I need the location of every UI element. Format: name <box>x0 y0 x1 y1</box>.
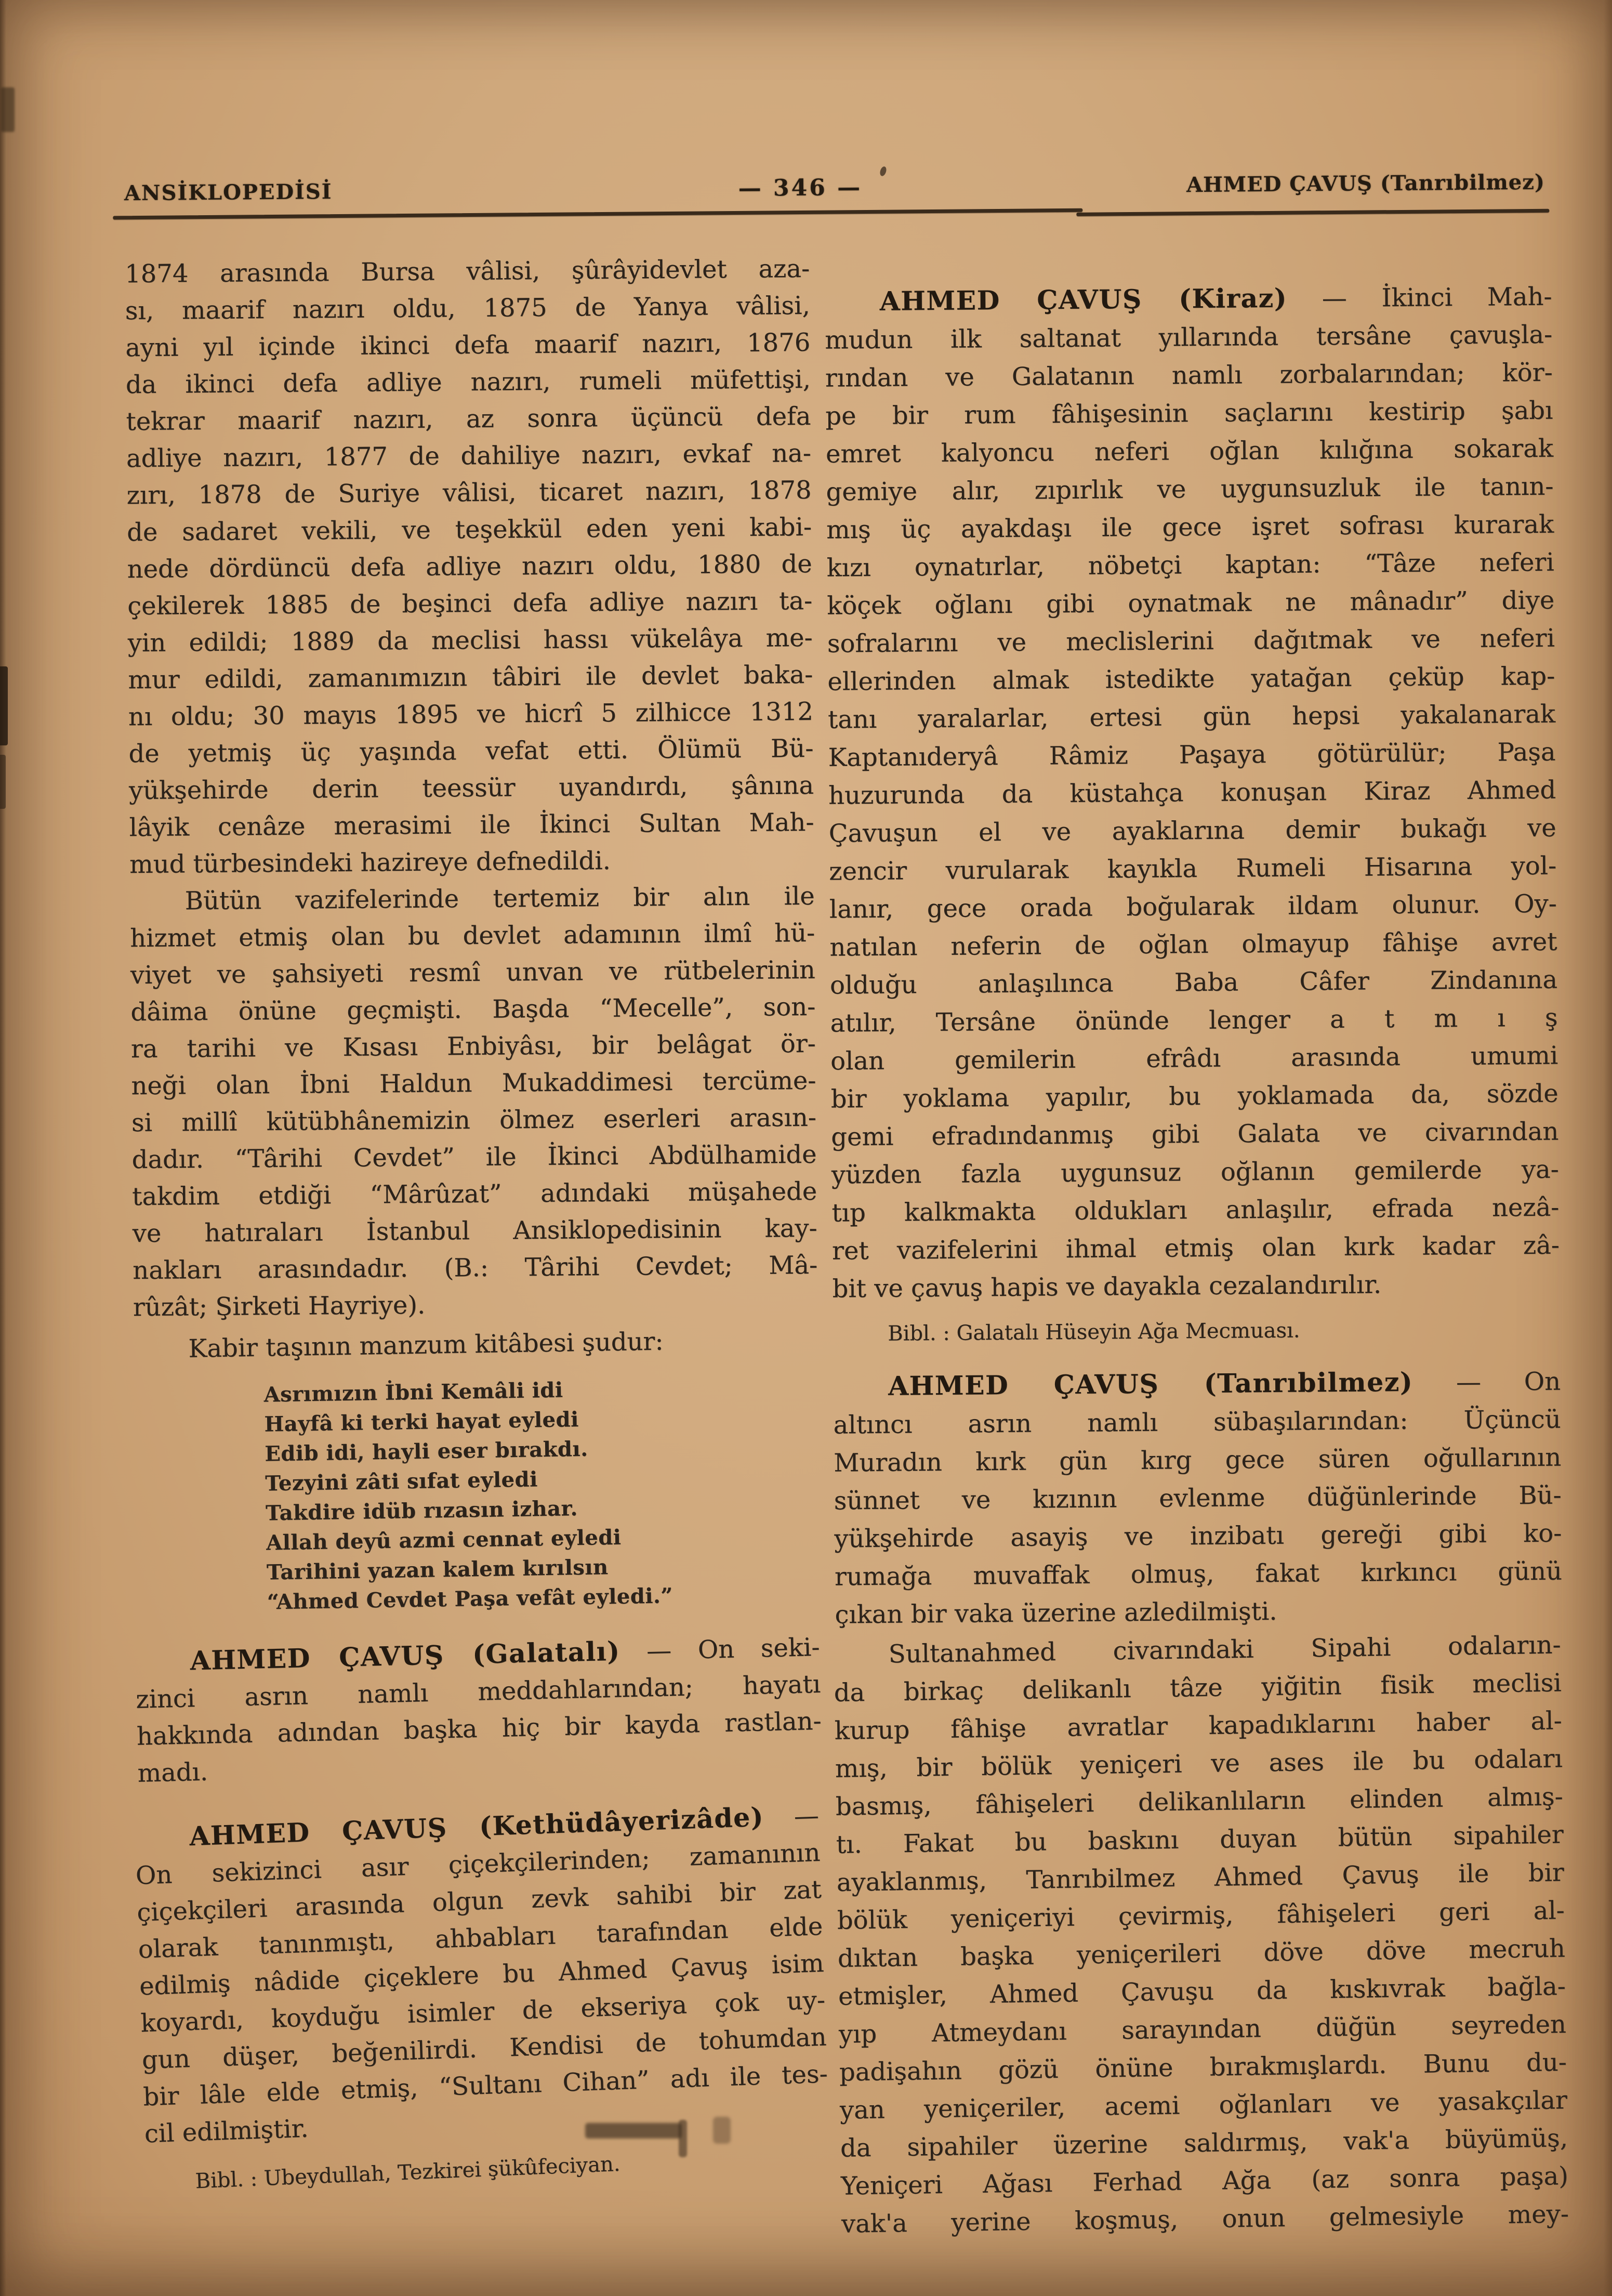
text-line: 1874 arasında Bursa vâlisi, şûrâyidevlet aza- <box>125 254 810 289</box>
text-line: lanır, gece orada boğularak ildam olunur. Oy- <box>829 889 1557 924</box>
text-line: huzurunda da küstahça konuşan Kiraz Ahmed <box>828 775 1556 810</box>
text-line: vak'a yerine koşmuş, onun gelmesiyle mey- <box>841 2199 1569 2239</box>
text-line: natılan neferin de oğlan olmayup fâhişe avret <box>829 927 1557 962</box>
text-line: nede dördüncü defa adliye nazırı oldu, 1880 de <box>127 549 812 584</box>
text-line: hakkında adından başka hiç bir kayda rastlan- <box>136 1706 822 1751</box>
text-line: On sekizinci asır çiçekçilerinden; zamanının <box>135 1838 821 1891</box>
text-line: Kaptanıderyâ Râmiz Paşaya götürülür; Paşa <box>828 737 1556 772</box>
text-line: Kabir taşının manzum kitâbesi şudur: <box>188 1327 664 1363</box>
paragraph <box>129 878 818 1326</box>
margin-ink-mark <box>0 755 6 809</box>
text-line: tanı yaralarlar, ertesi gün hepsi yakalanarak <box>827 699 1556 734</box>
text-line: kızı oynatırlar, nöbetçi kaptan: “Tâze neferi <box>826 547 1554 583</box>
header-rule-left-segment <box>113 208 1082 220</box>
text-line: Tarihini yazan kalem kırılsın <box>266 1555 609 1585</box>
text-line: etmişler, Ahmed Çavuşu da kıskıvrak bağla- <box>838 1972 1566 2011</box>
text-line: Takdire idüb rızasın izhar. <box>265 1496 578 1526</box>
text-line: dadır. “Târihi Cevdet” ile İkinci Abdülhamide <box>131 1139 817 1175</box>
ink-smudge <box>713 2117 731 2144</box>
text-line: de yetmiş üç yaşında vefat etti. Ölümü Bü- <box>128 733 814 769</box>
text-line: ve hatıraları İstanbul Ansiklopedisinin kay- <box>132 1213 817 1249</box>
ink-smudge <box>585 2123 682 2138</box>
text-line: bir yoklama yapılır, bu yoklamada da, sözde <box>830 1079 1558 1114</box>
right-text-column <box>824 257 1567 2241</box>
paragraph <box>833 1626 1569 2243</box>
text-line: çıkan bir vaka üzerine azledilmişti. <box>835 1596 1277 1630</box>
text-line: ayni yıl içinde ikinci defa maarif nazırı, 1876 <box>125 327 811 363</box>
bibliography-note <box>833 1315 1560 1348</box>
text-line: takdim etdiği “Mârûzat” adındaki müşahede <box>131 1176 817 1212</box>
text-line: lâyik cenâze merasimi ile İkinci Sultan Mah- <box>129 807 814 843</box>
margin-ink-mark <box>1 87 15 132</box>
entry-headword: AHMED ÇAVUŞ (Kiraz) <box>879 282 1288 317</box>
text-line: Çavuşun el ve ayaklarına demir bukağı ve <box>828 813 1556 848</box>
text-line: Asrımızın İbni Kemâli idi <box>263 1377 563 1407</box>
text-line: yükşehirde asayiş ve inzibatı gereği gibi ko- <box>834 1518 1562 1554</box>
text-line: gun düşer, beğenilirdi. Kendisi de tohumdan <box>141 2022 827 2075</box>
text-line: olarak tanınmıştı, ahbabları tarafından elde <box>137 1911 824 1964</box>
text-line: rumağa muvaffak olmuş, fakat kırkıncı günü <box>834 1556 1563 1592</box>
text-line: tı. Fakat bu baskını duyan bütün sipahiler <box>836 1820 1564 1859</box>
text-line: AHMED ÇAVUŞ (Kiraz) — İkinci Mah- <box>879 282 1552 317</box>
text-line: hizmet etmiş olan bu devlet adamının ilmî hü- <box>130 918 815 953</box>
text-line: olduğu anlaşılınca Baba Câfer Zindanına <box>829 965 1558 1000</box>
text-line: Bütün vazifelerinde tertemiz bir alın ile <box>184 881 815 916</box>
text-line: tekrar maarif nazırı, az sonra üçüncü defa <box>126 401 811 437</box>
text-line: gemiye alır, zıpırlık ve uygunsuzluk ile tanın- <box>826 471 1554 507</box>
text-line: ret vazifelerini ihmal etmiş olan kırk kadar zâ- <box>831 1230 1560 1266</box>
text-line: nı oldu; 30 mayıs 1895 ve hicrî 5 zilhicce 1312 <box>128 697 814 732</box>
text-line: AHMED ÇAVUŞ (Kethüdâyerizâde) — <box>189 1801 820 1852</box>
header-rule-right-segment <box>1076 209 1549 216</box>
text-line: altıncı asrın namlı sübaşılarından: Üçüncü <box>833 1405 1561 1440</box>
text-line: koyardı, koyduğu isimler de ekseriya çok uy- <box>140 1985 826 2038</box>
scan-edge-shadow-right <box>1604 0 1612 2296</box>
text-line: emret kalyoncu neferi oğlan kılığına sokarak <box>825 434 1554 469</box>
text-line: adliye nazırı, 1877 de dahiliye nazırı, evkaf na- <box>126 438 812 474</box>
text-line: yin edildi; 1889 da meclisi hassı vükelâya me- <box>127 623 813 658</box>
text-line: mış üç ayakdaşı ile gece işret sofrası kurarak <box>826 509 1554 545</box>
text-line: mış, bir bölük yeniçeri ve ases ile bu odaları <box>835 1744 1563 1783</box>
text-line: madı. <box>137 1757 208 1788</box>
text-line: dâima önüne geçmişti. Başda “Mecelle”, son- <box>130 992 816 1027</box>
text-line: de sadaret vekili, ve teşekkül eden yeni kabi- <box>126 512 812 547</box>
margin-ink-mark <box>0 666 8 745</box>
entry-headword: AHMED ÇAVUŞ (Galatalı) <box>190 1635 621 1676</box>
bibliography-note <box>140 2142 825 2197</box>
text-line: yan yeniçeriler, acemi oğlanları ve yasakçılar <box>839 2085 1568 2125</box>
paragraph <box>125 251 814 883</box>
epitaph-poem <box>263 1371 821 1617</box>
text-line: olan gemilerin efrâdı arasında umumi <box>830 1041 1558 1076</box>
text-line: bit ve çavuş hapis ve dayakla cezalandırılır. <box>832 1270 1382 1304</box>
text-line: zırı, 1878 de Suriye vâlisi, ticaret nazırı, 1878 <box>126 475 812 510</box>
text-line: gemi efradındanmış gibi Galata ve civarından <box>831 1117 1559 1152</box>
text-line: Tezyini zâti sıfat eyledi <box>265 1467 538 1496</box>
entry-headword: AHMED ÇAVUŞ (Kethüdâyerizâde) <box>189 1801 764 1852</box>
scan-edge-shadow-left <box>0 0 6 2296</box>
text-line: tıp kalkmakta oldukları anlaşılır, efrada nezâ- <box>831 1192 1560 1228</box>
text-line: Allah deyû azmi cennat eyledi <box>266 1525 622 1555</box>
text-line: rından ve Galatanın namlı zorbalarından; kör- <box>825 358 1553 393</box>
text-line: Edib idi, hayli eser bırakdı. <box>265 1436 588 1466</box>
text-line: bir lâle elde etmiş, “Sultanı Cihan” adı ile tes- <box>142 2059 828 2112</box>
text-line: cil edilmiştir. <box>143 2114 309 2149</box>
text-line: atılır, Tersâne önünde lenger a t m ı ş <box>830 1003 1558 1038</box>
text-line: ra tarihi ve Kısası Enbiyâsı, bir belâgat ör- <box>130 1029 816 1064</box>
text-line: Hayfâ ki terki hayat eyledi <box>264 1407 579 1437</box>
text-line: çekilerek 1885 de beşinci defa adliye nazırı ta- <box>127 586 813 621</box>
text-line: mur edildi, zamanımızın tâbiri ile devlet baka- <box>128 660 813 695</box>
text-line: da ikinci defa adliye nazırı, rumeli müfettişi, <box>125 364 811 400</box>
text-line: neği olan İbni Haldun Mukaddimesi tercüme- <box>131 1066 816 1101</box>
text-line: Sultanahmed civarındaki Sipahi odaların- <box>888 1630 1562 1669</box>
text-line: Bibl. : Ubeydullah, Tezkirei şükûfeciyan. <box>194 2151 621 2194</box>
text-line: edilmiş nâdide çiçeklere bu Ahmed Çavuş isim <box>139 1948 825 2001</box>
page-number: — 346 — <box>738 174 863 202</box>
text-line: bölük yeniçeriyi çevirmiş, fâhişeleri geri al- <box>837 1896 1565 1935</box>
text-line: yıp Atmeydanı sarayından düğün seyreden <box>838 2010 1567 2049</box>
text-line: sofralarını ve meclislerini dağıtmak ve neferi <box>827 623 1555 659</box>
text-line: rûzât; Şirketi Hayriye). <box>133 1290 426 1322</box>
entry-headword: AHMED ÇAVUŞ (Tanrıbilmez) <box>888 1366 1413 1401</box>
text-line: mud türbesindeki hazireye defnedildi. <box>129 846 611 880</box>
text-line: Bibl. : Galatalı Hüseyin Ağa Mecmuası. <box>888 1318 1300 1346</box>
text-line: pe bir rum fâhişesinin saçlarını kestirip şabı <box>825 396 1553 431</box>
text-line: dıktan başka yeniçerileri döve döve mecruh <box>837 1934 1566 1973</box>
text-line: viyet ve şahsiyeti resmî unvan ve rütbelerinin <box>130 955 815 990</box>
entry-paragraph <box>135 1628 823 1792</box>
text-line: da birkaç delikanlı tâze yiğitin fisik meclisi <box>834 1668 1562 1708</box>
text-line: çiçekçileri arasında olgun zevk sahibi bir zat <box>136 1874 822 1927</box>
text-line: köçek oğlanı gibi oynatmak ne mânadır” diye <box>827 585 1555 621</box>
text-line: kurup fâhişe avratlar kapadıklarını haber al- <box>834 1706 1563 1746</box>
ink-smudge <box>679 2120 687 2157</box>
text-line: zencir vurularak kayıkla Rumeli Hisarına yol- <box>829 851 1557 886</box>
text-line: yüzden fazla uygunsuz oğlanın gemilerde ya- <box>831 1154 1560 1190</box>
text-line: “Ahmed Cevdet Paşa vefât eyledi.” <box>267 1583 673 1615</box>
text-line: ayaklanmış, Tanrıbilmez Ahmed Çavuş ile bir <box>836 1858 1565 1897</box>
text-line: mudun ilk saltanat yıllarında tersâne çavuşla- <box>825 320 1553 355</box>
text-line: AHMED ÇAVUŞ (Galatalı) — On seki- <box>190 1632 821 1676</box>
text-line: Muradın kırk gün kırg gece süren oğullarının <box>834 1442 1562 1478</box>
text-line: sı, maarif nazırı oldu, 1875 de Yanya vâlisi, <box>125 291 810 326</box>
paragraph <box>133 1321 818 1369</box>
running-title-left: ANSİKLOPEDİSİ <box>124 179 333 206</box>
text-line: nakları arasındadır. (B.: Târihi Cevdet; Mâ- <box>133 1250 818 1285</box>
text-line: basmış, fâhişeleri delikanlıların elinden almış- <box>835 1782 1564 1821</box>
text-line: sünnet ve kızının evlenme düğünlerinde Bü- <box>834 1480 1562 1516</box>
entry-paragraph <box>833 1362 1563 1634</box>
text-line: zinci asrın namlı meddahlarından; hayatı <box>135 1669 821 1714</box>
text-line: ellerinden almak istedikte yatağan çeküp kap- <box>827 661 1555 697</box>
entry-paragraph <box>824 277 1560 1308</box>
text-line: si millî kütübhânemizin ölmez eserleri arasın- <box>131 1103 817 1138</box>
text-line: padişahın gözü önüne bırakmışlardı. Bunu du- <box>839 2048 1567 2087</box>
text-line: Yeniçeri Ağası Ferhad Ağa (az sonra paşa) <box>840 2161 1569 2201</box>
running-title-right: AHMED ÇAVUŞ (Tanrıbilmez) <box>1186 169 1545 198</box>
text-line: AHMED ÇAVUŞ (Tanrıbilmez) — On <box>888 1366 1561 1401</box>
entry-paragraph <box>134 1796 829 2153</box>
left-text-column <box>125 251 828 2194</box>
text-line: yükşehirde derin teessür uyandırdı, şânına <box>128 770 814 806</box>
text-line: da sipahiler üzerine saldırmış, vak'a büyümüş, <box>840 2123 1568 2163</box>
